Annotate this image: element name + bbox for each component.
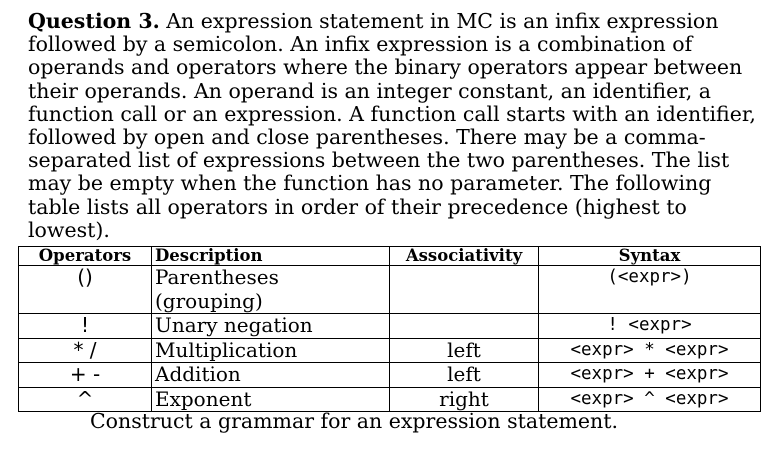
header-syntax: Syntax [539,247,761,266]
cell-associativity [390,314,539,339]
question-text: An expression statement in MC is an infix expression followed by a semicolon. An infix expression is a combination of operands and operators where the binary operators appear between their operands. An operand is an integer constant, an identifier, a function call or an expression. A function call starts with an identifier, followed by open and close parentheses. There may be a comma-separated list of expressions between the two parentheses. The list may be empty when the function has no parameter. The following table lists all operators in order of their precedence (highest to lowest). [28,9,756,242]
cell-description: Multiplication [152,338,390,363]
cell-operators: ^ [19,387,152,412]
operators-table [18,246,761,412]
header-operators: Operators [19,247,152,266]
question-label: Question 3. [28,9,160,33]
cell-operators: + - [19,363,152,388]
cell-syntax: <expr> ^ <expr> [539,387,761,412]
header-description: Description [152,247,390,266]
table-row [19,266,761,314]
cell-description: Unary negation [152,314,390,339]
cell-associativity [390,266,539,314]
table-row [19,338,761,363]
table-header-row [19,247,761,266]
cell-syntax: ! <expr> [539,314,761,339]
cell-associativity: right [390,387,539,412]
table-row [19,387,761,412]
table-row [19,363,761,388]
cell-description: Parentheses (grouping) [152,266,390,314]
question-paragraph [28,10,758,242]
cell-operators: * / [19,338,152,363]
cell-operators: ! [19,314,152,339]
cell-associativity: left [390,338,539,363]
cell-description: Exponent [152,387,390,412]
cell-operators: () [19,266,152,314]
table-row [19,314,761,339]
header-associativity: Associativity [390,247,539,266]
cell-syntax: <expr> + <expr> [539,363,761,388]
cell-syntax: <expr> * <expr> [539,338,761,363]
cell-syntax: (<expr>) [539,266,761,314]
instruction-text: Construct a grammar for an expression statement. [90,409,618,433]
cell-associativity: left [390,363,539,388]
cell-description: Addition [152,363,390,388]
